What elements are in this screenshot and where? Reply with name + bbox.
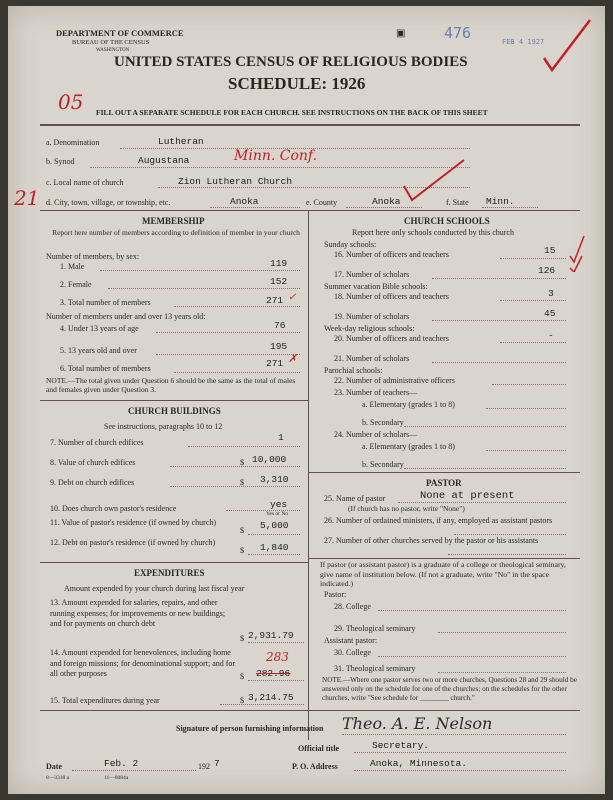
q5-label: 5. 13 years old and over [60,346,137,355]
denomination-label: a. Denomination [46,138,100,147]
buildings-sub: See instructions, paragraphs 10 to 12 [104,422,223,431]
denomination-value: Lutheran [158,136,204,147]
q8-value: 10,000 [252,454,287,465]
q14-value: 282.96 [256,668,291,679]
q25-value: None at present [420,490,515,502]
expenditures-title: EXPENDITURES [134,568,205,578]
summer-head: Summer vacation Bible schools: [324,282,428,291]
q12-value: 1,840 [260,542,289,553]
bureau-label: BUREAU OF THE CENSUS [72,39,150,46]
pastor-title: PASTOR [426,478,462,488]
q12-label: 12. Debt on pastor's residence (if owned by church) [50,538,216,547]
weekday-head: Week-day religious schools: [324,324,415,333]
q5-value: 195 [270,341,288,352]
census-form: DEPARTMENT OF COMMERCE BUREAU OF THE CENSUS WASHINGTON UNITED STATES CENSUS OF RELIGIOUS BODIES SCHEDULE: 1926 ▣ 476 FEB 4 1927 05 FILL OUT A SEPARATE SCHEDULE FOR EACH CHURCH. SEE INSTRUCTIONS ON THE BACK OF THIS SHEET a. Denomination Lutheran b. Synod Augustana Minn. Conf. c. Local name of church Zion Lutheran Church 21 d. City, town, village, or township, etc. Anoka e. County Anoka f. State Minn. MEMBERSHIP Report here number of members according to definition of member in your church Number of members, by sex: 1. Male 119 2. Female 152 3. Total number of members 271 ✓ Number of members under and over 13 years old: 4. Under 13 years of age 76 5. 13 years old and over 195 6. Total number of members 271 ✗ NOTE.—The total given under Question 6 should be the same as the total of males and females given under Question 3. CHURCH BUILDINGS See instructions, paragraphs 10 to 12 7. Number of church edifices 1 8. Value of church edifices $ 10,000 9. Debt on church edifices $ 3,310 10. Does church own pastor's residence yes Yes or No 11. Value of pastor's residence (if owned by church) $ 5,000 12. Debt on pastor's residence (if owned by church) $ 1,840 EXPENDITURES Amount expended by your church during last fiscal year 13. Amount expended for salaries, repairs, and other running expenses; for improvements or new buildings; and for payments on church debt $ 2,931.79 14. Amount expended for benevolences, including home and foreign missions; for denominational support; and for all other purposes 283 $ 282.96 15. Total expenditures during year $ 3,214.75 CHURCH SCHOOLS Report here only schools conducted by this church Sunday schools: 16. Number of officers and teachers 15 17. Number of scholars 126 Summer vacation Bible schools: 18. Number of officers and teachers 3 19. Number of scholars 45 Week-day religious schools: 20. Number of officers and teachers - 21. Number of scholars Parochial schools: 22. Number of administrative officers 23. Number of teachers— a. Elementary (grades 1 to 8) b. Secondary 24. Number of scholars— a. Elementary (grades 1 to 8) b. Secondary PASTOR 25. Name of pastor None at present (If church has no pastor, write "None") 26. Number of ordained ministers, if any, employed as assistant pastors 27. Number of other churches served by the pastor or his assistants If pastor (or assistant pastor) is a graduate of a college or theological seminary, give name of institution below. (If not a graduate, write "No" in the space indicated.) Pastor: 28. College 29. Theological seminary Assistant pastor: 30. College 31. Theological seminary NOTE.—Where one pastor serves two or more churches, Questions 28 and 29 should be answered only on the schedule for one of the churches; on the schedules for the other churches, write "See schedule for ________ church." Signature of person furnishing information Theo. A. E. Nelson Official title Secretary. Date Feb. 2 192 7 P. O. Address Anoka, Minnesota. 8—3318 a 11—0084a [8,6,605,794]
q2-value: 152 [270,276,288,287]
q1-value: 119 [270,258,288,269]
date-label: Date [46,762,62,771]
form-code: 8—3318 a [46,775,70,781]
q10-value: yes [270,499,288,510]
address-value: Anoka, Minnesota. [370,758,467,769]
q20-label: 20. Number of officers and teachers [334,334,449,343]
q19-label: 19. Number of scholars [334,312,410,321]
q2-label: 2. Female [60,280,92,289]
stamp-number: 476 [444,24,472,42]
q9-value: 3,310 [260,474,289,485]
signature-label: Signature of person furnishing information [176,724,324,733]
q16-label: 16. Number of officers and teachers [334,250,449,259]
q19-value: 45 [544,308,556,319]
q22-label: 22. Number of administrative officers [334,376,455,385]
q18-label: 18. Number of officers and teachers [334,292,449,301]
graduate-instructions: If pastor (or assistant pastor) is a graduate of a college or theological seminary, give name of institution below. (If not a graduate, write "No" in the space indicated.) [320,560,566,588]
state-value: Minn. [486,196,515,207]
q29-label: 29. Theological seminary [334,624,416,633]
q17-value: 126 [538,265,556,276]
q23-label: 23. Number of teachers— [334,388,418,397]
signature-value: Theo. A. E. Nelson [342,714,493,733]
q25-hint: (If church has no pastor, write "None") [348,504,465,513]
stamp-icon: ▣ [396,28,406,39]
q26-label: 26. Number of ordained ministers, if any, employed as assistant pastors [324,516,553,525]
q10-label: 10. Does church own pastor's residence [50,504,177,513]
year-prefix: 192 [198,762,210,771]
q24-label: 24. Number of scholars— [334,430,418,439]
synod-value: Augustana [138,155,190,166]
q13-value: 2,931.79 [248,630,294,641]
q3-value: 271 [266,295,284,306]
city-field-value: Anoka [230,196,259,207]
county-value: Anoka [372,196,401,207]
q24a-label: a. Elementary (grades 1 to 8) [362,442,455,451]
membership-sub: Report here number of members according to definition of member in your church [52,228,300,237]
schools-sub: Report here only schools conducted by this church [352,228,514,237]
q14-correction: 283 [266,650,289,664]
q15-value: 3,214.75 [248,692,294,703]
q28-label: 28. College [334,602,371,611]
age-head: Number of members under and over 13 years old: [46,312,206,321]
schedule-title: SCHEDULE: 1926 [228,74,366,93]
q3-label: 3. Total number of members [60,298,151,307]
membership-note: NOTE.—The total given under Question 6 should be the same as the total of males and females given under Question 3. [46,376,296,394]
instruction-line: FILL OUT A SEPARATE SCHEDULE FOR EACH CHURCH. SEE INSTRUCTIONS ON THE BACK OF THIS SHEET [96,108,488,117]
q21-label: 21. Number of scholars [334,354,410,363]
schools-title: CHURCH SCHOOLS [404,216,490,226]
q14-label: 14. Amount expended for benevolences, including home and foreign missions; for denominational support; and for all other purposes [50,648,236,678]
q6-value: 271 [266,358,284,369]
q15-label: 15. Total expenditures during year [50,696,160,705]
q6-label: 6. Total number of members [60,364,151,373]
q6-mark-icon: ✗ [288,352,298,365]
q3-check-icon: ✓ [288,292,297,303]
sunday-head: Sunday schools: [324,240,377,249]
year-digit: 7 [214,758,220,769]
q7-value: 1 [278,432,284,443]
pastor-note: NOTE.—Where one pastor serves two or more churches, Questions 28 and 29 should be answered only on the schedule for one of the churches; on the schedules for the other churches, write "See schedule for ________ church." [322,676,577,702]
membership-title: MEMBERSHIP [142,216,205,226]
q11-label: 11. Value of pastor's residence (if owned by church) [50,518,217,527]
assistant-sublabel: Assistant pastor: [324,636,378,645]
parochial-head: Parochial schools: [324,366,383,375]
q7-label: 7. Number of church edifices [50,438,144,447]
q18-value: 3 [548,288,554,299]
q11-value: 5,000 [260,520,289,531]
q1-label: 1. Male [60,262,85,271]
q20-value: - [548,330,554,341]
q8-label: 8. Value of church edifices [50,458,136,467]
synod-note: Minn. Conf. [234,148,318,164]
date-value: Feb. 2 [104,758,139,769]
q31-label: 31. Theological seminary [334,664,416,673]
county-label: e. County [306,198,338,207]
form-title: UNITED STATES CENSUS OF RELIGIOUS BODIES [114,54,468,70]
q25-label: 25. Name of pastor [324,494,386,503]
q16-check-icon [568,232,588,272]
department-label: DEPARTMENT OF COMMERCE [56,28,184,38]
q16-value: 15 [544,245,556,256]
q9-label: 9. Debt on church edifices [50,478,135,487]
print-code: 11—0084a [104,775,129,781]
q13-label: 13. Amount expended for salaries, repairs, and other running expenses; for improvements or new buildings; and for payments on church debt [50,598,226,628]
city-field-label: d. City, town, village, or township, etc. [46,198,171,207]
official-title-value: Secretary. [372,740,430,751]
city-label: WASHINGTON [96,48,130,53]
state-label: f. State [446,198,469,207]
q10-hint: Yes or No [266,511,289,517]
by-sex-label: Number of members, by sex: [46,252,140,261]
expenditures-sub: Amount expended by your church during last fiscal year [64,584,245,593]
address-label: P. O. Address [292,762,338,771]
official-title-label: Official title [298,744,340,753]
buildings-title: CHURCH BUILDINGS [128,406,221,416]
pastor-sublabel: Pastor: [324,590,347,599]
church-name-label: c. Local name of church [46,178,124,187]
q23a-label: a. Elementary (grades 1 to 8) [362,400,455,409]
hand-code: 05 [58,90,84,114]
q17-label: 17. Number of scholars [334,270,410,279]
church-name-value: Zion Lutheran Church [178,176,293,187]
q24b-label: b. Secondary [362,460,404,469]
county-check-icon [400,156,470,204]
check-mark-icon [538,14,598,74]
q4-label: 4. Under 13 years of age [60,324,139,333]
synod-label: b. Synod [46,157,75,166]
q23b-label: b. Secondary [362,418,404,427]
margin-note: 21 [14,186,40,210]
q4-value: 76 [274,320,286,331]
stamp-date: FEB 4 1927 [502,38,545,46]
q27-label: 27. Number of other churches served by the pastor or his assistants [324,536,539,545]
q30-label: 30. College [334,648,371,657]
